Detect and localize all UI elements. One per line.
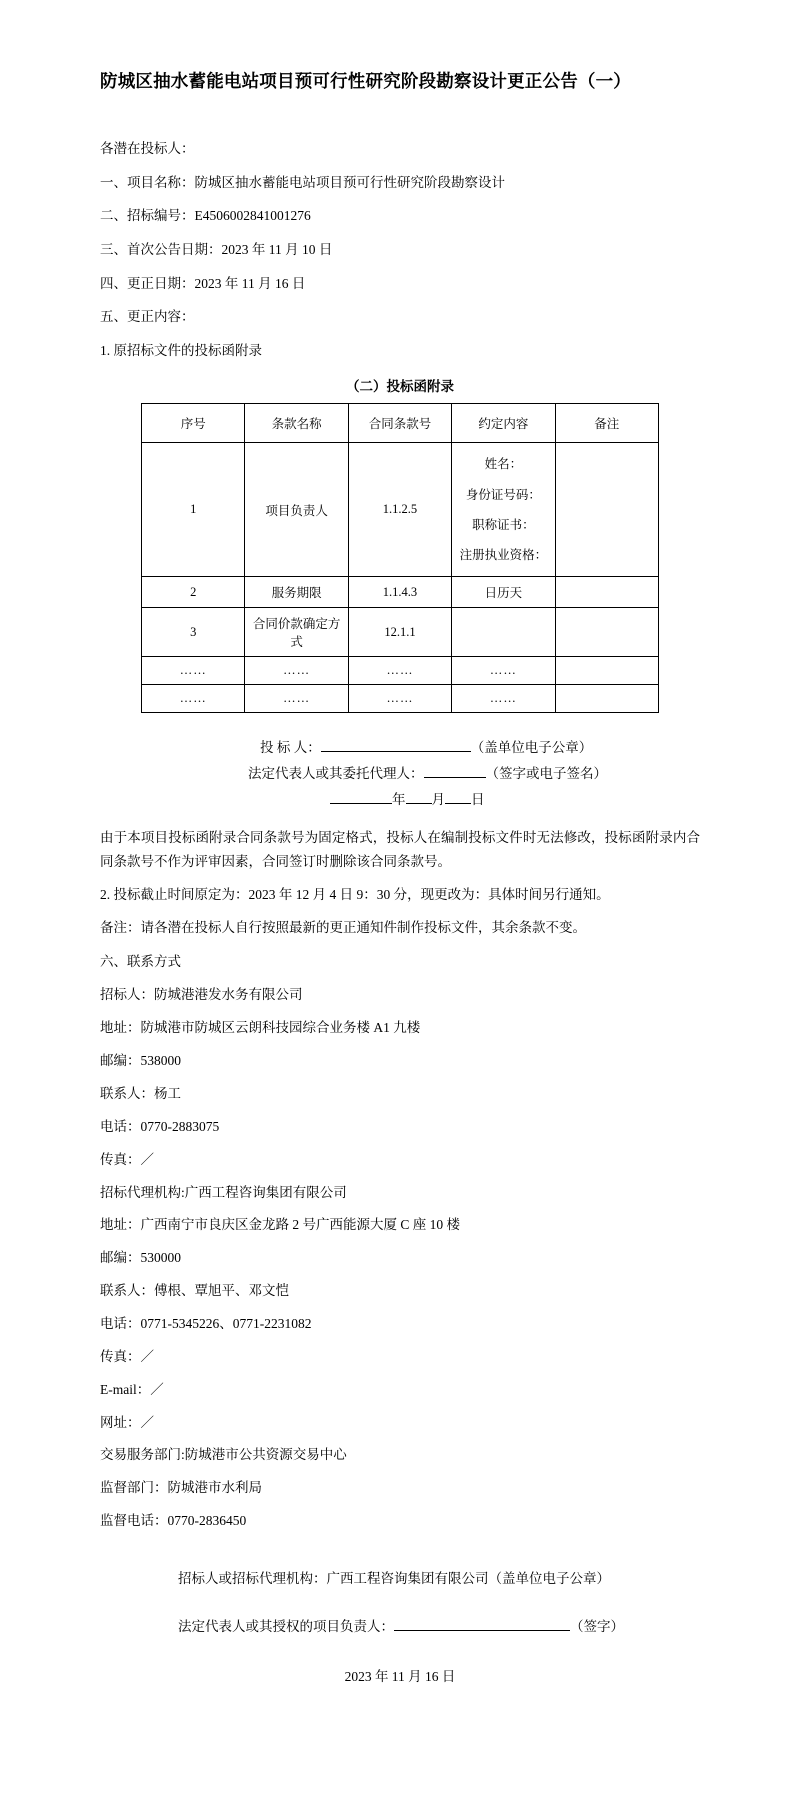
- supervision-phone: 监督电话：0770-2836450: [100, 1513, 247, 1529]
- remark-line: 备注：请各潜在投标人自行按照最新的更正通知件制作投标文件，其余条款不变。: [100, 920, 586, 936]
- row4-note: [555, 657, 658, 685]
- table-row: [142, 685, 659, 713]
- signature-date-line: [100, 787, 700, 813]
- row3-note: [555, 608, 658, 657]
- footer-agency-name: 广西工程咨询集团有限公司: [326, 1570, 489, 1586]
- col-header-note: 备注: [555, 404, 658, 443]
- change-item-1: 1. 原招标文件的投标函附录: [100, 342, 262, 358]
- row5-seq: ……: [142, 685, 245, 713]
- agency-phone: 电话：0771-5345226、0771-2231082: [100, 1315, 312, 1331]
- table-header-row: [142, 404, 659, 443]
- agency-name: 招标代理机构:广西工程咨询集团有限公司: [100, 1184, 347, 1200]
- legal-rep-sign-note: （签字或电子签名）: [485, 766, 607, 782]
- footer-signature-block: [100, 1566, 700, 1685]
- footer-legal-rep-field[interactable]: [394, 1630, 570, 1631]
- legal-rep-signature-line: [100, 761, 700, 787]
- footer-legal-rep-label: 法定代表人或其授权的项目负责人：: [178, 1618, 394, 1634]
- row1-content-line-4: 注册执业资格：: [459, 548, 548, 563]
- row2-name: 服务期限: [245, 577, 348, 608]
- note-paragraph: 由于本项目投标函附录合同条款号为固定格式，投标人在编制投标文件时无法修改，投标函附录内合同条款号不作为评审因素，合同签订时删除该合同条款号。: [100, 830, 700, 869]
- bid-letter-appendix-table: [141, 403, 659, 713]
- date-month-label: 月: [431, 791, 445, 807]
- supervision-department: 监督部门：防城港市水利局: [100, 1480, 262, 1496]
- row5-clause: ……: [348, 685, 451, 713]
- row4-seq: ……: [142, 657, 245, 685]
- bidder-signature-block: [100, 735, 700, 812]
- row5-note: [555, 685, 658, 713]
- item-project-name: 一、项目名称：防城区抽水蓄能电站项目预可行性研究阶段勘察设计: [100, 174, 505, 190]
- row1-content-line-3: 职称证书：: [472, 517, 535, 532]
- row1-seq: 1: [142, 443, 245, 577]
- col-header-name: 条款名称: [245, 404, 348, 443]
- agency-contact-person: 联系人：傅根、覃旭平、邓文恺: [100, 1283, 289, 1299]
- row1-content: [452, 443, 555, 577]
- agency-fax: 传真：／: [100, 1348, 154, 1364]
- footer-agency-label: 招标人或招标代理机构：: [178, 1570, 327, 1586]
- contact-postcode: 邮编：538000: [100, 1053, 181, 1069]
- bidder-label: 投 标 人：: [260, 740, 321, 756]
- contact-fax: 传真：／: [100, 1151, 154, 1167]
- footer-agency-line: [100, 1566, 700, 1592]
- row3-content: [452, 608, 555, 657]
- legal-rep-label: 法定代表人或其委托代理人：: [248, 766, 424, 782]
- agency-postcode: 邮编：530000: [100, 1250, 181, 1266]
- row2-note: [555, 577, 658, 608]
- item-first-announcement-date: 三、首次公告日期：2023 年 11 月 10 日: [100, 242, 333, 258]
- footer-legal-rep-note: （签字）: [570, 1618, 624, 1634]
- salutation: 各潜在投标人：: [100, 141, 195, 157]
- row2-content: 日历天: [452, 577, 555, 608]
- legal-rep-signature-field[interactable]: [424, 777, 486, 778]
- table-caption: （二）投标函附录: [346, 379, 454, 395]
- agency-website: 网址：／: [100, 1414, 154, 1430]
- bidder-signature-field[interactable]: [321, 751, 471, 752]
- row2-clause: 1.1.4.3: [348, 577, 451, 608]
- row1-name: 项目负责人: [245, 443, 348, 577]
- row4-clause: ……: [348, 657, 451, 685]
- table-row: [142, 577, 659, 608]
- table-row: [142, 443, 659, 577]
- row2-seq: 2: [142, 577, 245, 608]
- contact-phone: 电话：0770-2883075: [100, 1118, 220, 1134]
- trading-service-department: 交易服务部门:防城港市公共资源交易中心: [100, 1447, 347, 1463]
- date-day-label: 日: [471, 791, 485, 807]
- item-bid-number: 二、招标编号：E4506002841001276: [100, 208, 311, 224]
- row1-content-line-2: 身份证号码：: [465, 487, 541, 502]
- contact-tenderer: 招标人：防城港港发水务有限公司: [100, 987, 303, 1003]
- announcement-body: [100, 138, 700, 361]
- row1-note: [555, 443, 658, 577]
- agency-email: E-mail：／: [100, 1381, 164, 1397]
- date-year-label: 年: [392, 791, 406, 807]
- row5-content: ……: [452, 685, 555, 713]
- footer-agency-seal-note: （盖单位电子公章）: [488, 1570, 610, 1586]
- col-header-clause: 合同条款号: [348, 404, 451, 443]
- item-correction-date: 四、更正日期：2023 年 11 月 16 日: [100, 275, 306, 291]
- row3-clause: 12.1.1: [348, 608, 451, 657]
- date-year-field[interactable]: [330, 803, 392, 804]
- agency-address: 地址：广西南宁市良庆区金龙路 2 号广西能源大厦 C 座 10 楼: [100, 1217, 461, 1233]
- page-title: 防城区抽水蓄能电站项目预可行性研究阶段勘察设计更正公告（一）: [100, 71, 631, 91]
- change-item-2: 2. 投标截止时间原定为：2023 年 12 月 4 日 9：30 分，现更改为：具体时间另行通知。: [100, 886, 610, 902]
- bidder-seal-note: （盖单位电子公章）: [470, 740, 593, 756]
- item-correction-content: 五、更正内容：: [100, 309, 195, 325]
- contact-block: [100, 984, 700, 1532]
- footer-date: 2023 年 11 月 16 日: [344, 1669, 456, 1685]
- row4-content: ……: [452, 657, 555, 685]
- contact-heading: 六、联系方式: [100, 953, 181, 969]
- col-header-content: 约定内容: [452, 404, 555, 443]
- row3-seq: 3: [142, 608, 245, 657]
- row5-name: ……: [245, 685, 348, 713]
- contact-person: 联系人：杨工: [100, 1085, 181, 1101]
- row1-content-line-1: 姓名：: [484, 457, 523, 472]
- contact-address: 地址：防城港市防城区云朗科技园综合业务楼 A1 九楼: [100, 1020, 421, 1036]
- table-row: [142, 608, 659, 657]
- row4-name: ……: [245, 657, 348, 685]
- date-day-field[interactable]: [445, 803, 471, 804]
- col-header-seq: 序号: [142, 404, 245, 443]
- bidder-signature-line: [100, 735, 700, 761]
- row1-clause: 1.1.2.5: [348, 443, 451, 577]
- date-month-field[interactable]: [406, 803, 432, 804]
- row3-name: 合同价款确定方式: [245, 608, 348, 657]
- table-row: [142, 657, 659, 685]
- footer-legal-rep-line: [100, 1614, 700, 1640]
